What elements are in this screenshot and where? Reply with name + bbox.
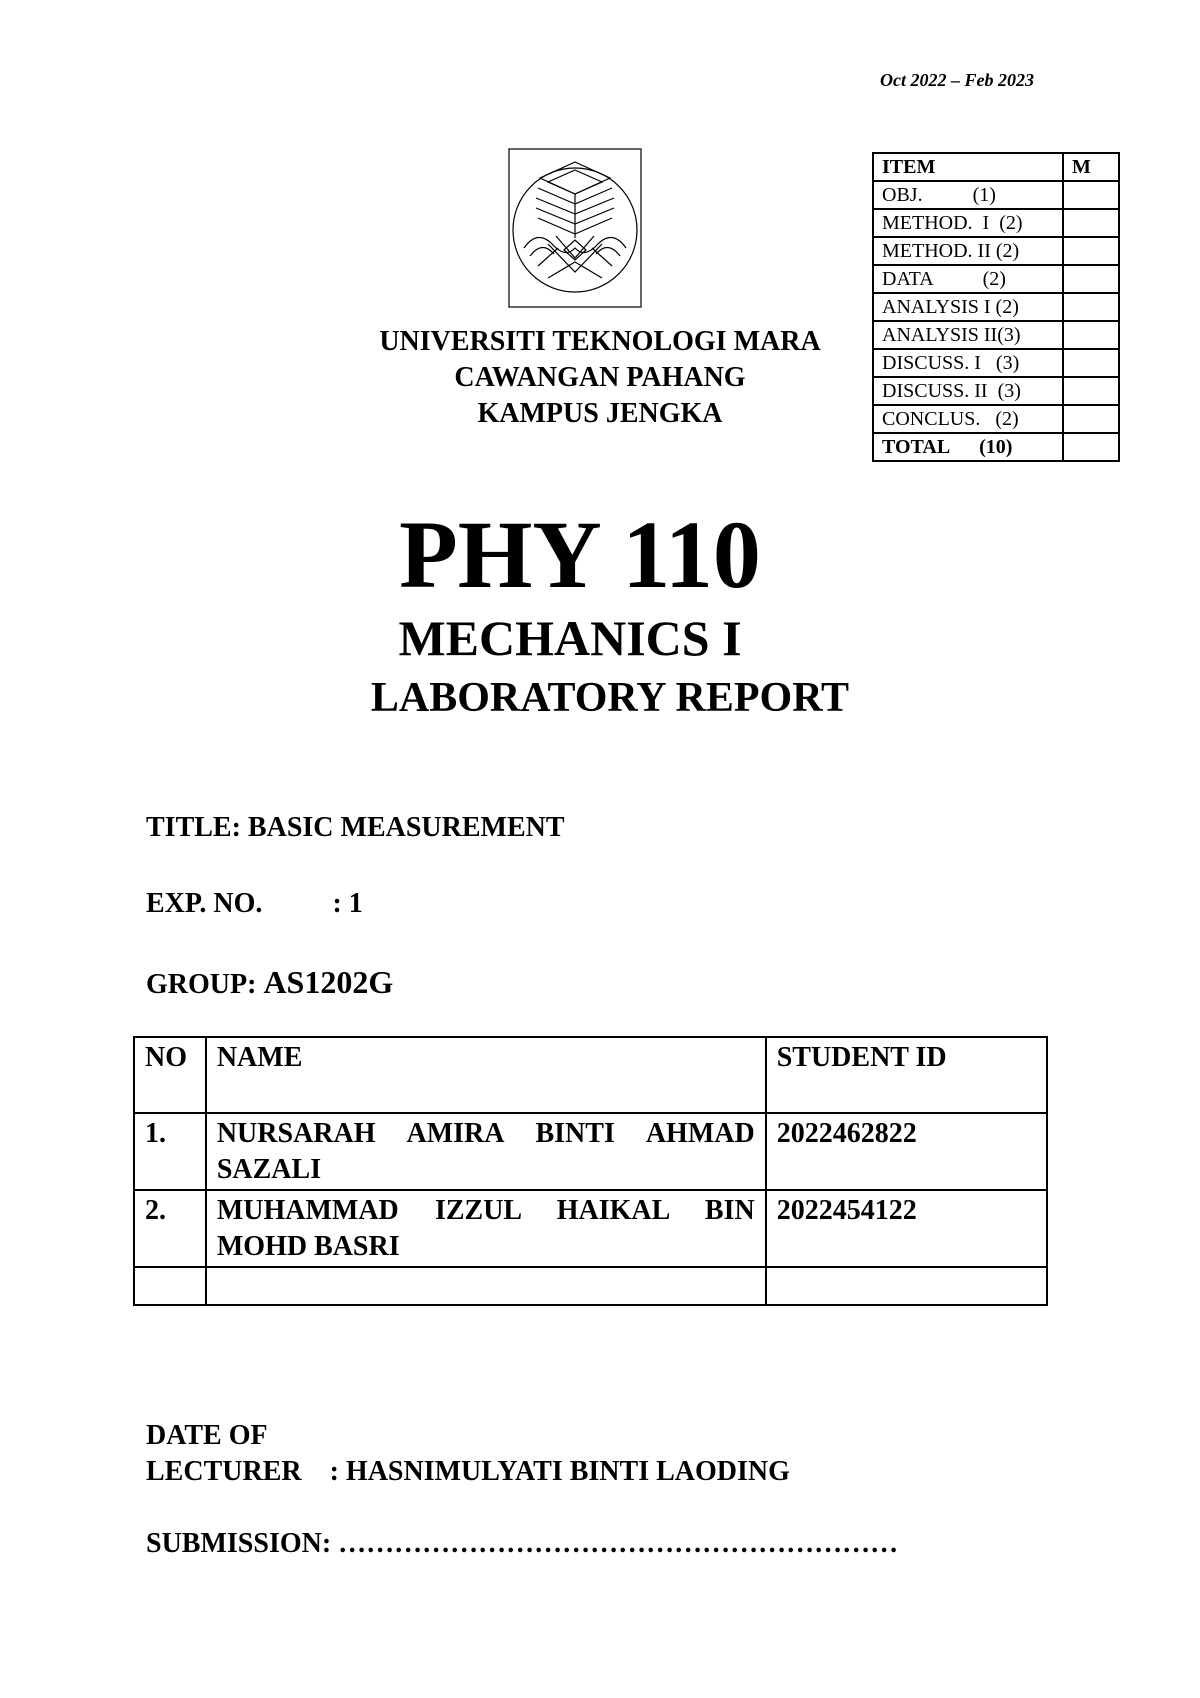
marks-row-item: ANALYSIS II(3)	[873, 321, 1063, 349]
member-name: NURSARAH AMIRA BINTI AHMAD SAZALI	[206, 1113, 766, 1190]
marks-row-item: DATA (2)	[873, 265, 1063, 293]
marks-row	[873, 321, 1119, 349]
marks-row	[873, 293, 1119, 321]
lecturer-label: LECTURER	[146, 1456, 330, 1487]
marks-row-item: OBJ. (1)	[873, 181, 1063, 209]
member-name	[206, 1267, 766, 1305]
experiment-number-value: : 1	[332, 888, 363, 919]
marks-row-item: ANALYSIS I (2)	[873, 293, 1063, 321]
member-student-id	[766, 1267, 1047, 1305]
campus-name: KAMPUS JENGKA	[477, 398, 723, 429]
group-label: GROUP:	[146, 969, 264, 1000]
marks-row	[873, 181, 1119, 209]
member-name: MUHAMMAD IZZUL HAIKAL BIN MOHD BASRI	[206, 1190, 766, 1267]
experiment-number-label: EXP. NO.	[146, 888, 333, 919]
marks-row-item: METHOD. I (2)	[873, 209, 1063, 237]
member-student-id: 2022454122	[766, 1190, 1047, 1267]
university-logo	[508, 148, 642, 308]
marks-row-item: CONCLUS. (2)	[873, 405, 1063, 433]
university-name-block	[330, 324, 870, 432]
lecturer-line	[146, 1456, 790, 1488]
table-row	[134, 1267, 1047, 1305]
marks-row-score	[1063, 209, 1119, 237]
table-row	[134, 1190, 1047, 1267]
marks-table	[872, 152, 1120, 462]
session-dates: Oct 2022 – Feb 2023	[880, 70, 1034, 90]
marks-row-item: DISCUSS. II (3)	[873, 377, 1063, 405]
campus-branch: CAWANGAN PAHANG	[454, 362, 746, 393]
marks-row	[873, 349, 1119, 377]
university-name: UNIVERSITI TEKNOLOGI MARA	[379, 326, 821, 357]
marks-total-row	[873, 433, 1119, 461]
member-number	[134, 1267, 206, 1305]
course-subject: MECHANICS I	[398, 610, 742, 666]
marks-row-score	[1063, 405, 1119, 433]
marks-row	[873, 377, 1119, 405]
marks-row-score	[1063, 349, 1119, 377]
marks-row-score	[1063, 321, 1119, 349]
header-name: NAME	[206, 1037, 766, 1113]
marks-row-score	[1063, 265, 1119, 293]
marks-row-score	[1063, 237, 1119, 265]
course-code: PHY 110	[399, 501, 761, 608]
member-number: 1.	[134, 1113, 206, 1190]
header-no: NO	[134, 1037, 206, 1113]
submission-label-line1: DATE OF	[146, 1420, 268, 1451]
submission-label-line2: SUBMISSION: ……………………………………………………	[146, 1528, 899, 1559]
lecturer-name: : HASNIMULYATI BINTI LAODING	[329, 1456, 790, 1487]
marks-table-header-row	[873, 153, 1119, 181]
marks-row-score	[1063, 377, 1119, 405]
experiment-title: TITLE: BASIC MEASUREMENT	[146, 812, 565, 843]
header-student-id: STUDENT ID	[766, 1037, 1047, 1113]
marks-total-label: TOTAL (10)	[873, 433, 1063, 461]
table-row	[134, 1113, 1047, 1190]
marks-row-item: METHOD. II (2)	[873, 237, 1063, 265]
report-type: LABORATORY REPORT	[370, 675, 850, 721]
marks-header-m: M	[1063, 153, 1119, 181]
marks-row	[873, 237, 1119, 265]
marks-row-score	[1063, 293, 1119, 321]
member-student-id: 2022462822	[766, 1113, 1047, 1190]
group-value: AS1202G	[263, 964, 394, 1000]
marks-header-item: ITEM	[873, 153, 1063, 181]
member-number: 2.	[134, 1190, 206, 1267]
experiment-number-line	[146, 888, 363, 920]
marks-row	[873, 265, 1119, 293]
marks-row-item: DISCUSS. I (3)	[873, 349, 1063, 377]
marks-total-score	[1063, 433, 1119, 461]
group-line	[146, 964, 393, 1001]
members-table	[133, 1036, 1048, 1306]
members-table-header-row	[134, 1037, 1047, 1113]
marks-row	[873, 405, 1119, 433]
marks-row	[873, 209, 1119, 237]
marks-row-score	[1063, 181, 1119, 209]
